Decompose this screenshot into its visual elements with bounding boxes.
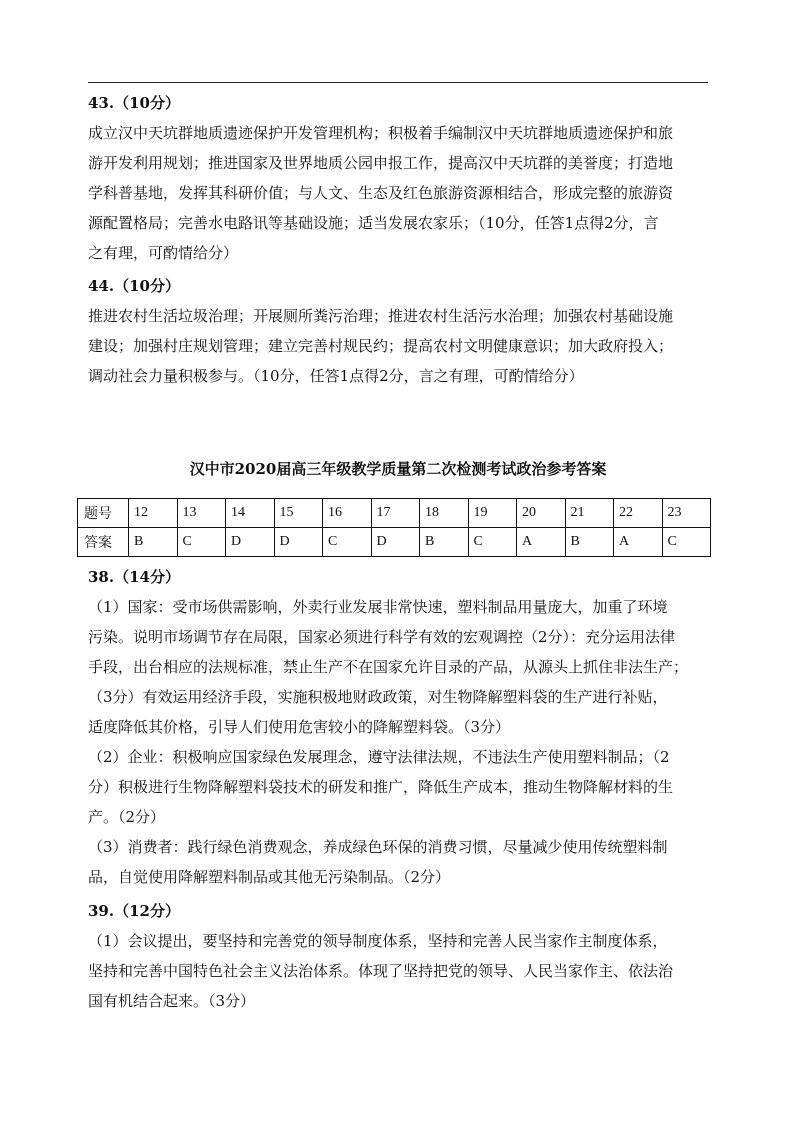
question-number-cell: 13 <box>177 499 226 528</box>
question-heading: 39.（12分） <box>88 902 180 920</box>
politics-answer-title: 汉中市2020届高三年级教学质量第二次检测考试政治参考答案 <box>189 460 607 478</box>
answer-line: 建设；加强村庄规划管理；建立完善村规民约；提高农村文明健康意识；加大政府投入； <box>88 337 674 355</box>
answer-line: （1）会议提出，要坚持和完善党的领导制度体系，坚持和完善人民当家作主制度体系， <box>88 932 668 950</box>
answer-line: 品，自觉使用降解塑料制品或其他无污染制品。（2分） <box>88 868 451 886</box>
question-number-cell: 19 <box>468 499 517 528</box>
answer-line: （1）国家：受市场供需影响，外卖行业发展非常快速，塑料制品用量庞大，加重了环境 <box>88 598 668 616</box>
question-heading: 43.（10分） <box>88 94 180 112</box>
question-43 <box>88 88 708 268</box>
question-number-cell: 12 <box>129 499 178 528</box>
answer-line: 游开发利用规划；推进国家及世界地质公园申报工作，提高汉中天坑群的美誉度；打造地 <box>88 154 674 172</box>
answer-line: 调动社会力量积极参与。（10分，任答1点得2分，言之有理，可酌情给分） <box>88 367 584 385</box>
answer-cell: C <box>468 528 517 557</box>
answer-line: 污染。说明市场调节存在局限，国家必须进行科学有效的宏观调控（2分）：充分运用法律 <box>88 628 676 646</box>
answer-line: （2）企业：积极响应国家绿色发展理念，遵守法律法规，不违法生产使用塑料制品；（2 <box>88 748 670 766</box>
answer-line: 分）积极进行生物降解塑料袋技术的研发和推广，降低生产成本，推动生物降解材料的生 <box>88 778 674 796</box>
answer-cell: A <box>517 528 566 557</box>
table-row <box>78 499 711 528</box>
table-row <box>78 528 711 557</box>
answer-line: 推进农村生活垃圾治理；开展厕所粪污治理；推进农村生活污水治理；加强农村基础设施 <box>88 307 674 325</box>
question-number-cell: 23 <box>662 499 711 528</box>
answer-cell: B <box>565 528 614 557</box>
question-number-cell: 14 <box>226 499 275 528</box>
question-39 <box>88 896 708 1016</box>
question-number-cell: 17 <box>371 499 420 528</box>
question-number-cell: 20 <box>517 499 566 528</box>
answer-cell: B <box>129 528 178 557</box>
question-number-cell: 18 <box>420 499 469 528</box>
answer-cell: D <box>371 528 420 557</box>
answer-cell: C <box>323 528 372 557</box>
answer-line: 坚持和完善中国特色社会主义法治体系。体现了坚持把党的领导、人民当家作主、依法治 <box>88 962 674 980</box>
question-number-cell: 16 <box>323 499 372 528</box>
answer-line: 成立汉中天坑群地质遗迹保护开发管理机构；积极着手编制汉中天坑群地质遗迹保护和旅 <box>88 124 674 142</box>
question-number-cell: 22 <box>614 499 663 528</box>
answer-line: 适度降低其价格，引导人们使用危害较小的降解塑料袋。（3分） <box>88 718 511 736</box>
answer-cell: D <box>226 528 275 557</box>
answer-line: （3）消费者：践行绿色消费观念，养成绿色环保的消费习惯，尽量减少使用传统塑料制 <box>88 838 668 856</box>
answer-line: 源配置格局；完善水电路讯等基础设施；适当发展农家乐；（10分，任答1点得2分，言 <box>88 214 659 232</box>
question-38 <box>88 562 708 892</box>
answer-cell: A <box>614 528 663 557</box>
question-heading: 38.（14分） <box>88 568 180 586</box>
answer-cell: C <box>662 528 711 557</box>
answer-line: （3分）有效运用经济手段，实施积极地财政政策，对生物降解塑料袋的生产进行补贴， <box>88 688 668 706</box>
answer-line: 手段，出台相应的法规标准，禁止生产不在国家允许目录的产品，从源头上抓住非法生产； <box>88 658 689 676</box>
answer-cell: D <box>274 528 323 557</box>
answer-cell: C <box>177 528 226 557</box>
question-44 <box>88 271 708 391</box>
answer-line: 学科普基地，发挥其科研价值；与人文、生态及红色旅游资源相结合，形成完整的旅游资 <box>88 184 674 202</box>
question-heading: 44.（10分） <box>88 277 180 295</box>
row-header: 答案 <box>78 528 129 557</box>
top-rule <box>88 82 708 83</box>
answer-cell: B <box>420 528 469 557</box>
answer-line: 之有理，可酌情给分） <box>88 244 239 262</box>
row-header: 题号 <box>78 499 129 528</box>
answer-line: 产。（2分） <box>88 808 166 826</box>
question-number-cell: 21 <box>565 499 614 528</box>
answer-line: 国有机结合起来。（3分） <box>88 992 256 1010</box>
answer-table <box>77 498 711 557</box>
question-number-cell: 15 <box>274 499 323 528</box>
